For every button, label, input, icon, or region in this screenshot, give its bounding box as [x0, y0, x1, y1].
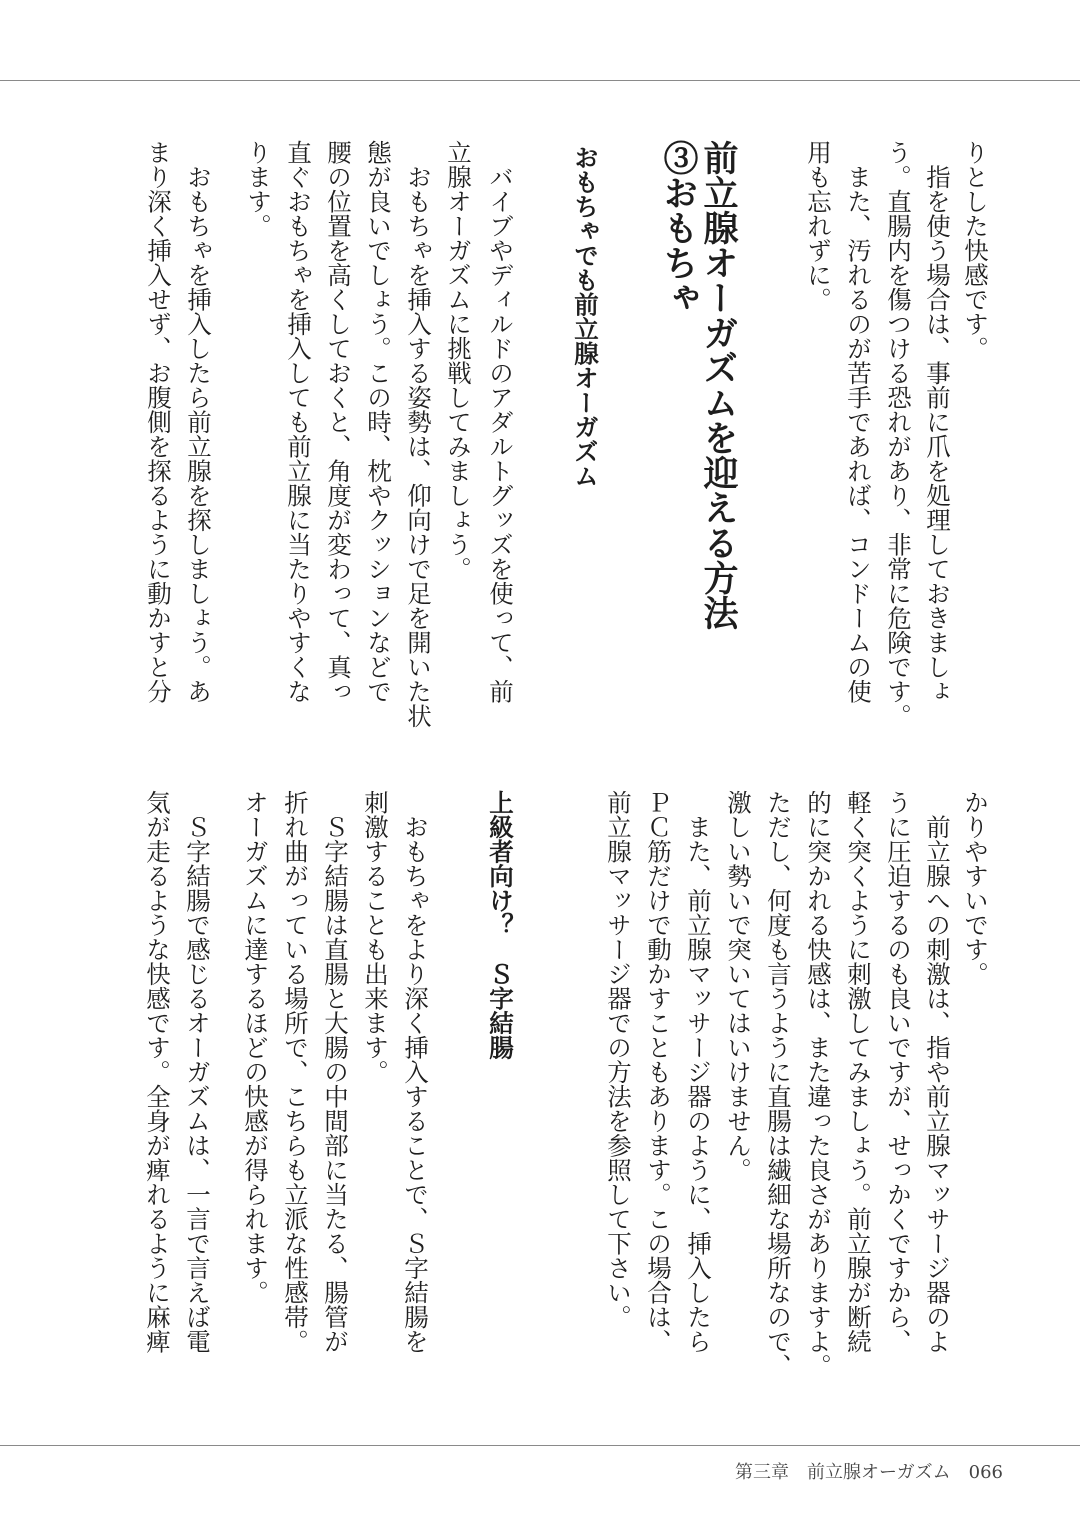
text-column: 指を使う場合は、事前に爪を処理しておきましょ	[923, 140, 952, 704]
footer-chapter: 第三章	[735, 1462, 789, 1483]
text-column: 的に突かれる快感は、また違った良さがありますよ。	[804, 790, 833, 1378]
text-column: おもちゃを挿入したら前立腺を探しましょう。あ	[184, 140, 213, 704]
text-column: バイブやディルドのアダルトグッズを使って、前	[486, 140, 515, 704]
subsection-heading: ③おもちゃ	[658, 140, 699, 315]
text-column: まり深く挿入せず、お腹側を探るように動かすと分	[144, 140, 173, 704]
text-column: また、汚れるのが苦手であれば、コンドームの使	[844, 140, 873, 704]
text-column: 立腺オーガズムに挑戦してみましょう。	[444, 140, 473, 581]
text-column: 前立腺マッサージ器での方法を参照して下さい。	[604, 790, 633, 1329]
text-column: ＰＣ筋だけで動かすこともあります。この場合は、	[644, 790, 673, 1354]
text-column: おもちゃを挿入する姿勢は、仰向けで足を開いた状	[404, 140, 433, 728]
bottom-rule	[0, 1445, 1080, 1446]
page-footer	[735, 1458, 1003, 1484]
text-column: ります。	[244, 140, 273, 238]
text-column: おもちゃをより深く挿入することで、Ｓ字結腸を	[401, 790, 430, 1354]
text-column: 激しい勢いで突いてはいけません。	[724, 790, 753, 1182]
text-column: 刺激することも出来ます。	[361, 790, 390, 1084]
text-column: 態が良いでしょう。この時、枕やクッションなどで	[364, 140, 393, 704]
text-column: 用も忘れずに。	[804, 140, 833, 312]
text-column: 軽く突くように刺激してみましょう。前立腺が断続	[844, 790, 873, 1354]
text-column: りとした快感です。	[961, 140, 990, 361]
text-column: かりやすいです。	[961, 790, 990, 986]
text-column: Ｓ字結腸で感じるオーガズムは、一言で言えば電	[183, 790, 212, 1354]
text-column: オーガズムに達するほどの快感が得られます。	[241, 790, 270, 1305]
text-column: また、前立腺マッサージ器のように、挿入したら	[684, 790, 713, 1354]
text-column: 気が走るような快感です。全身が痺れるように麻痺	[143, 790, 172, 1354]
page-number: 066	[968, 1462, 1003, 1483]
text-column: 折れ曲がっている場所で、こちらも立派な性感帯。	[281, 790, 310, 1354]
text-column: う。直腸内を傷つける恐れがあり、非常に危険です。	[884, 140, 913, 728]
text-column: 直ぐおもちゃを挿入しても前立腺に当たりやすくな	[284, 140, 313, 704]
section-heading: 前立腺オーガズムを迎える方法	[698, 140, 739, 630]
top-rule	[0, 80, 1080, 81]
text-column: 前立腺への刺激は、指や前立腺マッサージ器のよ	[923, 790, 952, 1354]
subheading: おもちゃでも前立腺オーガズム	[571, 145, 600, 488]
text-column: 腰の位置を高くしておくと、角度が変わって、真っ	[324, 140, 353, 704]
text-column: うに圧迫するのも良いですが、せっかくですから、	[884, 790, 913, 1354]
subheading: 上級者向け？ Ｓ字結腸	[486, 790, 515, 1060]
text-column: Ｓ字結腸は直腸と大腸の中間部に当たる、腸管が	[321, 790, 350, 1354]
footer-section: 前立腺オーガズム	[807, 1462, 951, 1483]
text-column: ただし、何度も言うように直腸は繊細な場所なので、	[764, 790, 793, 1378]
